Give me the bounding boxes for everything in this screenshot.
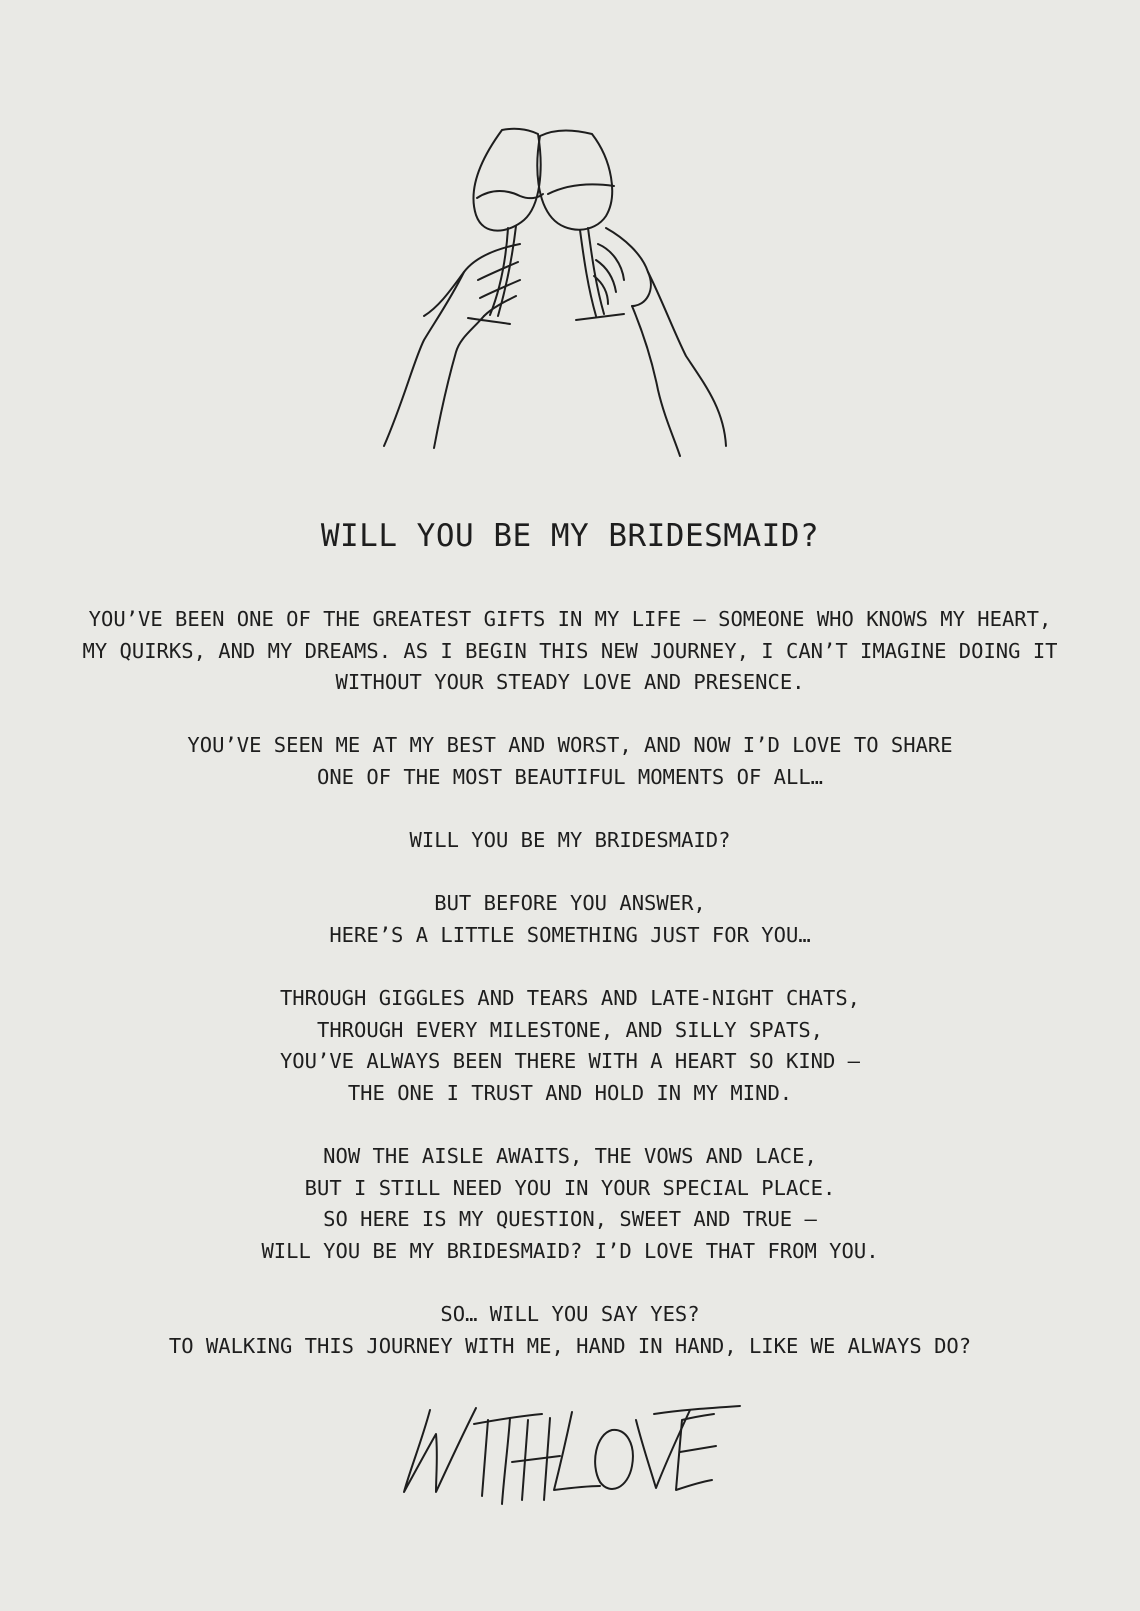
letter-line: HERE’S A LITTLE SOMETHING JUST FOR YOU… bbox=[329, 922, 811, 947]
poem-line: NOW THE AISLE AWAITS, THE VOWS AND LACE, bbox=[323, 1144, 817, 1169]
page-title: WILL YOU BE MY BRIDESMAID? bbox=[320, 518, 820, 554]
poem-line: YOU’VE ALWAYS BEEN THERE WITH A HEART SO KIND — bbox=[279, 1049, 861, 1074]
with-love-signature bbox=[400, 1400, 745, 1510]
letter-body bbox=[0, 604, 1140, 1394]
letter-line: WILL YOU BE MY BRIDESMAID? bbox=[409, 828, 731, 853]
letter-line: ONE OF THE MOST BEAUTIFUL MOMENTS OF ALL… bbox=[316, 764, 824, 789]
poem-line: SO HERE IS MY QUESTION, SWEET AND TRUE — bbox=[323, 1207, 817, 1232]
poem-line: THROUGH EVERY MILESTONE, AND SILLY SPATS, bbox=[316, 1017, 824, 1042]
stanza-1 bbox=[0, 604, 1140, 699]
letter-line: YOU’VE BEEN ONE OF THE GREATEST GIFTS IN MY LIFE — SOMEONE WHO KNOWS MY HEART, bbox=[88, 607, 1052, 631]
stanza-3 bbox=[0, 825, 1140, 857]
stanza-4 bbox=[0, 888, 1140, 951]
stanza-7 bbox=[0, 1299, 1140, 1362]
letter-line: YOU’VE SEEN ME AT MY BEST AND WORST, AND NOW I’D LOVE TO SHARE bbox=[187, 733, 953, 758]
stanza-5 bbox=[0, 983, 1140, 1109]
letter-line: SO… WILL YOU SAY YES? bbox=[440, 1302, 700, 1327]
letter-line: MY QUIRKS, AND MY DREAMS. AS I BEGIN THIS NEW JOURNEY, I CAN’T IMAGINE DOING IT bbox=[82, 638, 1058, 663]
poem-line: THE ONE I TRUST AND HOLD IN MY MIND. bbox=[347, 1080, 793, 1105]
letter-line: TO WALKING THIS JOURNEY WITH ME, HAND IN HAND, LIKE WE ALWAYS DO? bbox=[168, 1333, 972, 1358]
toasting-wine-glasses-icon bbox=[380, 120, 760, 470]
letter-line: WITHOUT YOUR STEADY LOVE AND PRESENCE. bbox=[335, 670, 805, 695]
letter-line: BUT BEFORE YOU ANSWER, bbox=[434, 891, 706, 916]
stanza-6 bbox=[0, 1141, 1140, 1267]
poem-line: THROUGH GIGGLES AND TEARS AND LATE-NIGHT CHATS, bbox=[279, 986, 861, 1011]
stanza-2 bbox=[0, 730, 1140, 793]
poem-line: BUT I STILL NEED YOU IN YOUR SPECIAL PLACE. bbox=[304, 1175, 836, 1200]
poem-line: WILL YOU BE MY BRIDESMAID? I’D LOVE THAT FROM YOU. bbox=[261, 1238, 879, 1263]
